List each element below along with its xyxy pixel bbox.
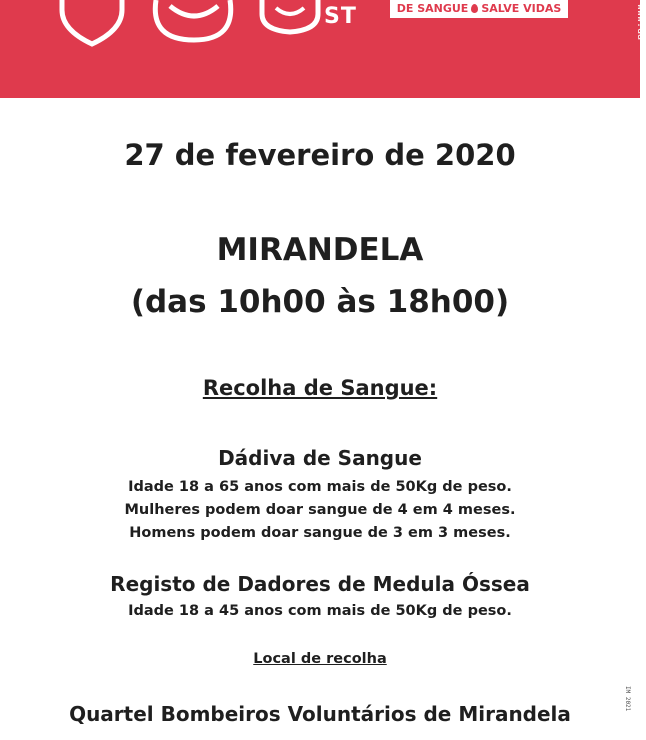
event-city: MIRANDELA xyxy=(216,232,424,268)
dadiva-line: Mulheres podem doar sangue de 4 em 4 meses. xyxy=(124,502,516,518)
blood-drop-icon xyxy=(471,4,478,13)
registo-title: Registo de Dadores de Medula Óssea xyxy=(110,572,530,596)
event-hours: (das 10h00 às 18h00) xyxy=(130,284,510,320)
local-place: Quartel Bombeiros Voluntários de Mirandela xyxy=(69,702,571,726)
header-banner xyxy=(0,0,646,98)
event-date: 27 de fevereiro de 2020 xyxy=(124,138,516,172)
cup-icon xyxy=(262,0,318,32)
tagline-left: DE SANGUE xyxy=(396,2,469,15)
brand-suffix: ST xyxy=(324,4,357,29)
dadiva-line: Homens podem doar sangue de 3 em 3 meses. xyxy=(129,525,511,541)
dadiva-title: Dádiva de Sangue xyxy=(218,446,422,470)
tagline-box xyxy=(390,0,568,18)
tagline-right: SALVE VIDAS xyxy=(481,2,562,15)
smile-icon xyxy=(155,0,230,40)
edge-code: IM 2021 xyxy=(624,686,631,712)
registo-line: Idade 18 a 45 anos com mais de 50Kg de peso. xyxy=(128,603,512,619)
local-label: Local de recolha xyxy=(253,651,387,667)
recolha-heading: Recolha de Sangue: xyxy=(202,376,438,400)
heart-icon xyxy=(62,0,122,44)
dadiva-line: Idade 18 a 65 anos com mais de 50Kg de peso. xyxy=(128,479,512,495)
side-url: www.da xyxy=(635,4,646,41)
